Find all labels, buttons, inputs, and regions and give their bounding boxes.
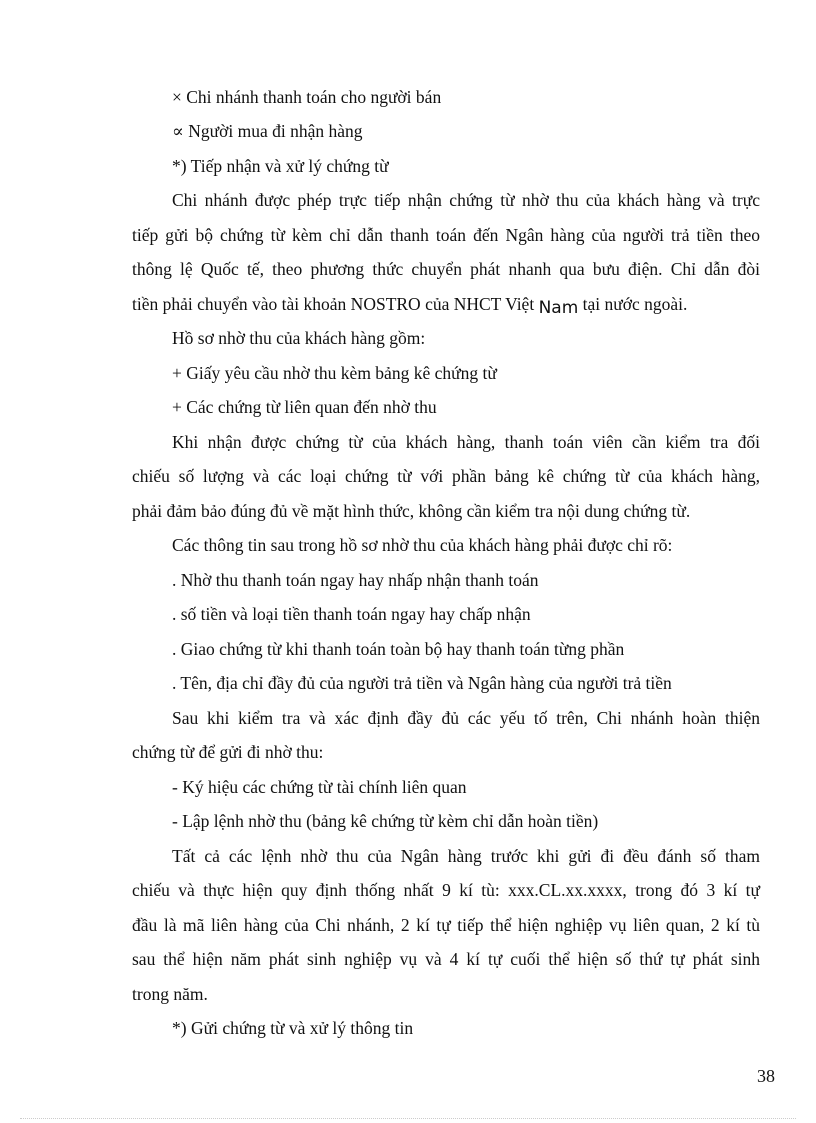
- section-heading: *) Tiếp nhận và xử lý chứng từ: [172, 156, 389, 176]
- body-line: phải đảm bảo đúng đủ về mặt hình thức, không cần kiểm tra nội dung chứng từ.: [132, 501, 691, 521]
- list-item: + Giấy yêu cầu nhờ thu kèm bảng kê chứng từ: [172, 363, 497, 383]
- list-item: - Ký hiệu các chứng từ tài chính liên quan: [172, 777, 467, 797]
- list-item: + Các chứng từ liên quan đến nhờ thu: [172, 397, 437, 417]
- body-line: chiếu số lượng và các loại chứng từ với phần bảng kê chứng từ của khách hàng,: [132, 466, 760, 486]
- body-line: Khi nhận được chứng từ của khách hàng, thanh toán viên cần kiểm tra đối: [172, 432, 760, 452]
- body-text: tại nước ngoài.: [582, 294, 688, 314]
- section-heading: *) Gửi chứng từ và xử lý thông tin: [172, 1018, 414, 1038]
- body-line: Sau khi kiểm tra và xác định đầy đủ các yếu tố trên, Chi nhánh hoàn thiện: [172, 708, 760, 728]
- list-item: . số tiền và loại tiền thanh toán ngay hay chấp nhận: [172, 604, 531, 624]
- body-line: Hồ sơ nhờ thu của khách hàng gồm:: [172, 328, 426, 348]
- body-line: × Chi nhánh thanh toán cho người bán: [172, 87, 442, 107]
- body-line: sau thể hiện năm phát sinh nghiệp vụ và 4 kí tự cuối thể hiện số thứ tự phát sinh: [132, 949, 760, 969]
- list-item: . Nhờ thu thanh toán ngay hay nhấp nhận thanh toán: [172, 570, 539, 590]
- list-item: - Lập lệnh nhờ thu (bảng kê chứng từ kèm chỉ dẫn hoàn tiền): [172, 811, 599, 831]
- body-line: ∝ Người mua đi nhận hàng: [172, 121, 363, 141]
- body-line: Các thông tin sau trong hồ sơ nhờ thu của khách hàng phải được chỉ rõ:: [172, 535, 673, 555]
- list-item: . Tên, địa chỉ đầy đủ của người trả tiền và Ngân hàng của người trả tiền: [172, 673, 672, 693]
- body-line: chứng từ để gửi đi nhờ thu:: [132, 742, 324, 762]
- body-text: tiền phải chuyển vào tài khoản NOSTRO của NHCT Việt: [132, 294, 535, 314]
- body-line: [132, 293, 687, 316]
- body-text: Nam: [538, 298, 579, 318]
- body-line: đầu là mã liên hàng của Chi nhánh, 2 kí tự tiếp thể hiện nghiệp vụ liên quan, 2 kí tù: [132, 915, 760, 935]
- body-line: Chi nhánh được phép trực tiếp nhận chứng từ nhờ thu của khách hàng và trực: [172, 190, 760, 210]
- list-item: . Giao chứng từ khi thanh toán toàn bộ hay thanh toán từng phần: [172, 639, 625, 659]
- page-bottom-divider: [20, 1118, 796, 1119]
- body-line: Tất cả các lệnh nhờ thu của Ngân hàng trước khi gửi đi đều đánh số tham: [172, 846, 760, 866]
- body-line: tiếp gửi bộ chứng từ kèm chỉ dẫn thanh toán đến Ngân hàng của người trả tiền theo: [132, 225, 760, 245]
- page-number: 38: [757, 1066, 775, 1086]
- body-line: chiếu và thực hiện quy định thống nhất 9 kí tù: xxx.CL.xx.xxxx, trong đó 3 kí tự: [132, 880, 760, 900]
- body-line: thông lệ Quốc tế, theo phương thức chuyển phát nhanh qua bưu điện. Chỉ dẫn đòi: [132, 259, 760, 279]
- body-line: trong năm.: [132, 984, 208, 1004]
